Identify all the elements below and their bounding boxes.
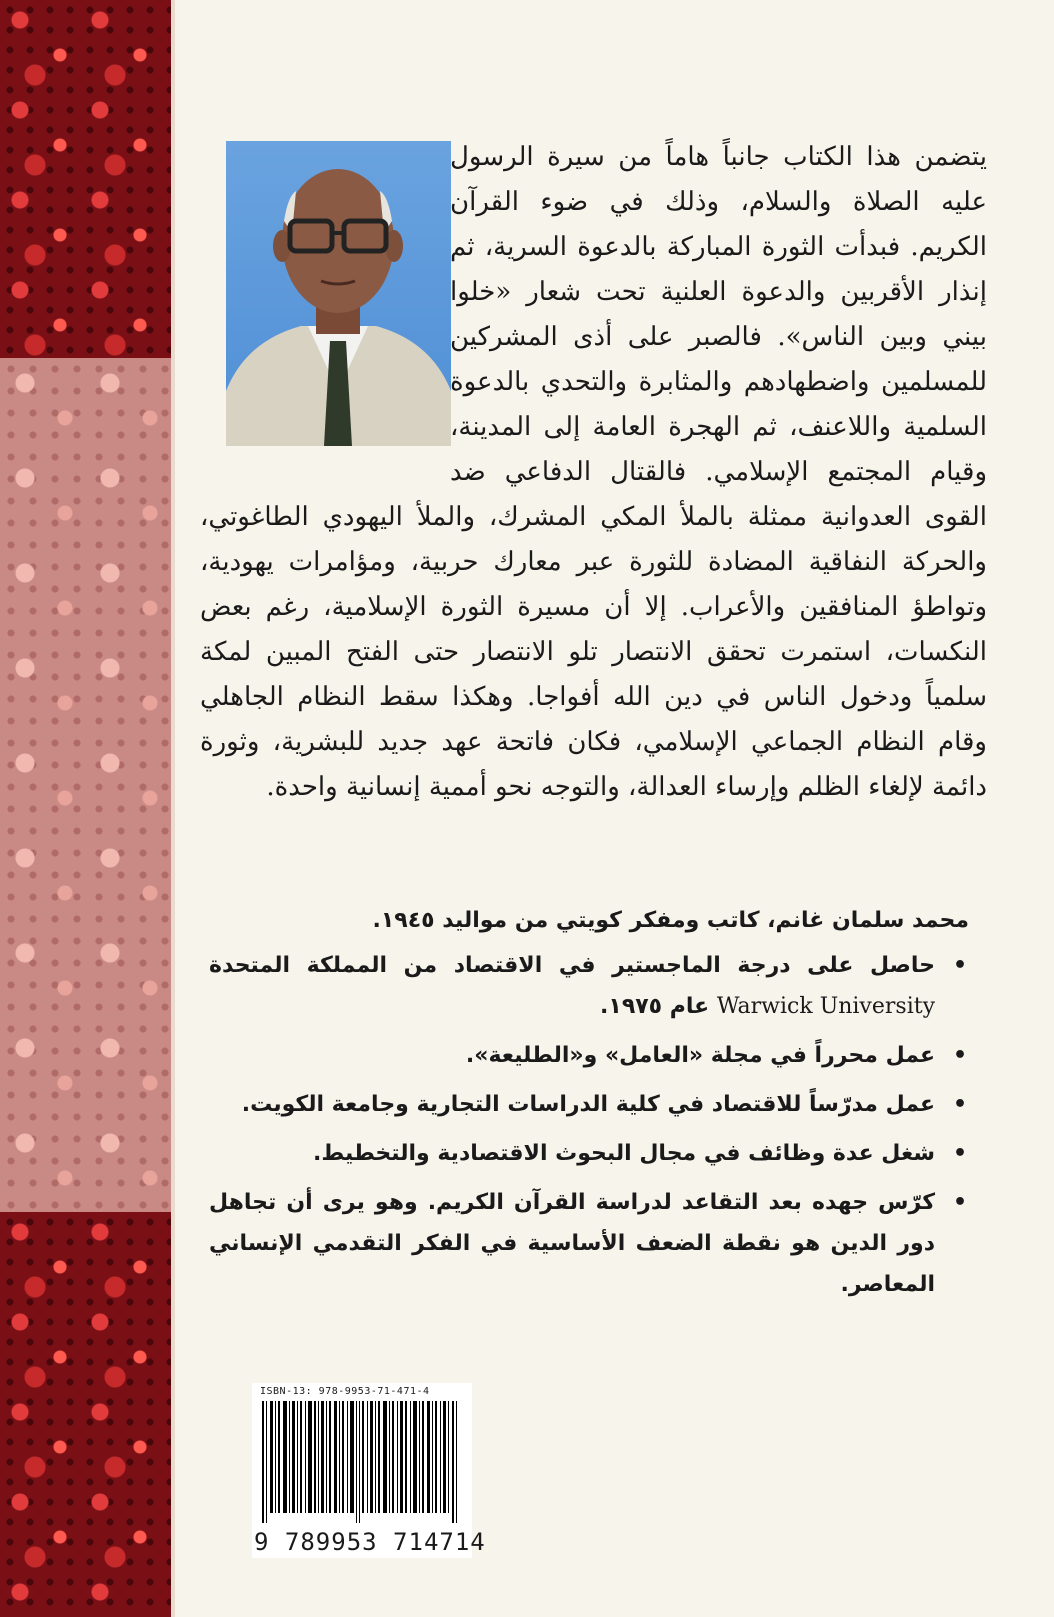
list-item bbox=[209, 945, 969, 1027]
floral-pattern-bottom bbox=[0, 1212, 175, 1617]
floral-pattern-top bbox=[0, 0, 175, 358]
list-item bbox=[209, 1084, 969, 1125]
decorative-side-strip bbox=[0, 0, 175, 1617]
bullet-text: عمل محرراً في مجلة «العامل» و«الطليعة». bbox=[465, 1043, 935, 1068]
university-name: Warwick University bbox=[716, 994, 935, 1019]
bullet-text: عمل مدرّساً للاقتصاد في كلية الدراسات التجارية وجامعة الكويت. bbox=[241, 1092, 935, 1117]
author-bio bbox=[209, 900, 969, 1313]
bullet-icon: • bbox=[952, 1141, 967, 1166]
isbn-label: ISBN-13: 978-9953-71-471-4 bbox=[260, 1386, 430, 1397]
list-item bbox=[209, 1133, 969, 1174]
bullet-icon: • bbox=[952, 1190, 967, 1215]
bullet-text: حاصل على درجة الماجستير في الاقتصاد من المملكة المتحدة bbox=[209, 953, 935, 978]
author-bullets bbox=[209, 945, 969, 1305]
strip-edge bbox=[171, 0, 175, 1617]
list-item bbox=[209, 1035, 969, 1076]
bullet-icon: • bbox=[952, 1092, 967, 1117]
list-item bbox=[209, 1182, 969, 1305]
book-description bbox=[200, 135, 987, 810]
bullet-icon: • bbox=[952, 953, 967, 978]
bullet-text: شغل عدة وظائف في مجال البحوث الاقتصادية والتخطيط. bbox=[313, 1141, 935, 1166]
author-intro: محمد سلمان غانم، كاتب ومفكر كويتي من مواليد ١٩٤٥. bbox=[372, 908, 969, 933]
description-paragraph: يتضمن هذا الكتاب جانباً هاماً من سيرة الرسول عليه الصلاة والسلام، وذلك في ضوء القرآن الكريم. فبدأت الثورة المباركة بالدعوة السرية، ثم إنذار الأقربين والدعوة العلنية تحت شعار «خلوا بيني وبين الناس». فالصبر على أذى المشركين للمسلمين واضطهادهم والمثابرة والتحدي بالدعوة السلمية واللاعنف، ثم الهجرة العامة إلى المدينة، وقيام المجتمع الإسلامي. فالقتال الدفاعي ضد القوى العدوانية ممثلة بالملأ المكي المشرك، والملأ اليهودي الطاغوتي، والحركة النفاقية المضادة للثورة عبر معارك حربية، ومؤامرات يهودية، وتواطؤ المنافقين والأعراب. إلا أن مسيرة الثورة الإسلامية، رغم بعض النكسات، استمرت تحقق الانتصار تلو الانتصار حتى الفتح المبين لمكة سلمياً ودخول الناس في دين الله أفواجا. وهكذا سقط النظام الجاهلي وقام النظام الجماعي الإسلامي، فكان فاتحة عهد جديد للبشرية، وثورة دائمة لإلغاء الظلم وإرساء العدالة، والتوجه نحو أممية إنسانية واحدة. bbox=[200, 142, 987, 802]
bullet-icon: • bbox=[952, 1043, 967, 1068]
isbn-barcode bbox=[252, 1383, 486, 1558]
bullet-text: كرّس جهده بعد التقاعد لدراسة القرآن الكريم. وهو يرى أن تجاهل دور الدين هو نقطة الضعف الأساسية في الفكر التقدمي الإنساني المعاصر. bbox=[209, 1190, 935, 1297]
barcode-digits: 9 789953 714714 bbox=[254, 1528, 486, 1556]
floral-pattern-middle bbox=[0, 358, 175, 1212]
photo-spacer bbox=[200, 135, 450, 453]
bullet-text-tail: عام ١٩٧٥. bbox=[600, 994, 717, 1019]
